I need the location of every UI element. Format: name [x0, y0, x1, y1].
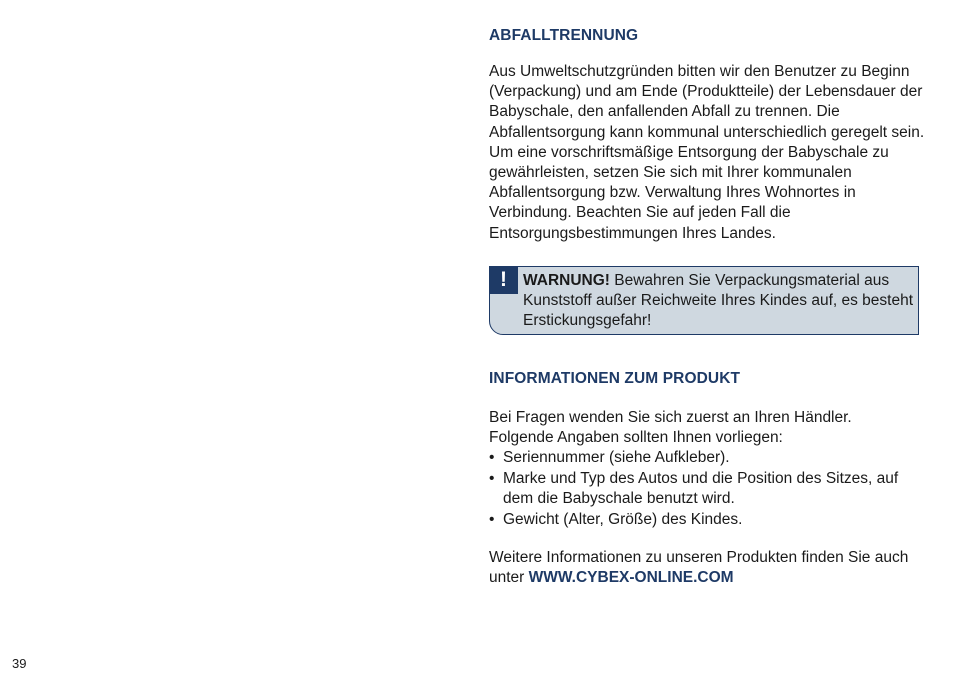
- section-heading-produktinfo: INFORMATIONEN ZUM PRODUKT: [489, 369, 741, 387]
- intro-line-1: Bei Fragen wenden Sie sich zuerst an Ihren Händler.: [489, 408, 852, 426]
- list-item: [489, 510, 929, 531]
- abfalltrennung-paragraph: Aus Umweltschutzgründen bitten wir den Benutzer zu Beginn (Verpackung) und am Ende (Produktteile) der Lebensdauer der Babyschale, den anfallenden Abfall zu trennen. Die Abfallentsorgung kann kommunal unterschiedlich geregelt sein. Um eine vorschriftsmäßige Entsorgung der Babyschale zu gewährleisten, setzen Sie sich mit Ihrer kommunalen Abfallentsorgung bzw. Verwaltung Ihres Wohnortes in Verbindung. Beachten Sie auf jeden Fall die Entsorgungsbestimmungen Ihres Landes.: [489, 63, 925, 242]
- info-bullet-list: [489, 448, 929, 530]
- closing-paragraph: [489, 548, 929, 588]
- produktinfo-intro: [489, 408, 929, 448]
- bullet-text: Seriennummer (siehe Aufkleber).: [503, 449, 730, 467]
- closing-text: Weitere Informationen zu unseren Produkten finden Sie auch unter: [489, 549, 909, 587]
- warning-box: [489, 266, 919, 335]
- intro-line-2: Folgende Angaben sollten Ihnen vorliegen:: [489, 429, 783, 447]
- list-item: [489, 469, 929, 510]
- warning-title: WARNUNG!: [523, 271, 610, 289]
- warning-message: Bewahren Sie Verpackungsmaterial aus Kunststoff außer Reichweite Ihres Kindes auf, es besteht Erstickungsgefahr!: [523, 271, 914, 330]
- bullet-icon: •: [489, 510, 495, 528]
- list-item: [489, 448, 929, 469]
- bullet-text: Gewicht (Alter, Größe) des Kindes.: [503, 510, 743, 528]
- exclamation-icon: !: [489, 266, 518, 294]
- warning-text: [523, 271, 913, 332]
- right-column: [489, 26, 929, 589]
- bullet-icon: •: [489, 449, 495, 467]
- bullet-icon: •: [489, 469, 495, 487]
- page-number: 39: [12, 656, 27, 671]
- section-heading-abfalltrennung: ABFALLTRENNUNG: [489, 27, 639, 44]
- website-link[interactable]: WWW.CYBEX-ONLINE.COM: [528, 569, 734, 587]
- bullet-text: Marke und Typ des Autos und die Position des Sitzes, auf dem die Babyschale benutzt wird.: [503, 469, 899, 508]
